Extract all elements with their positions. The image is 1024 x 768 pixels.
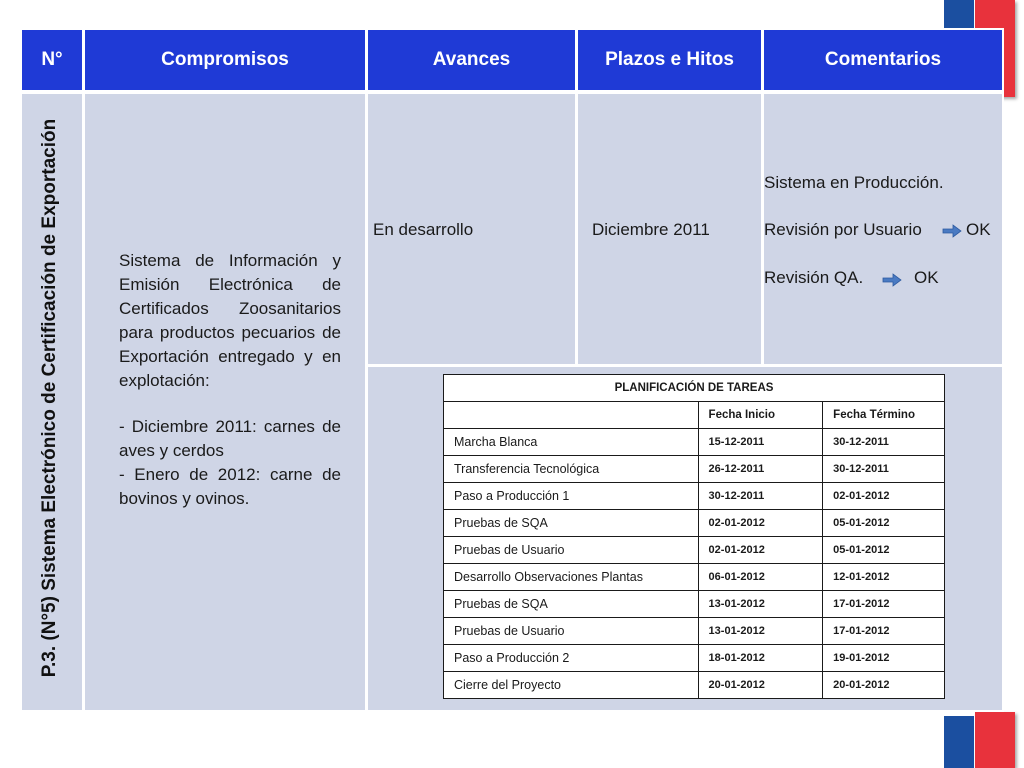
arrow-right-icon [882, 273, 902, 287]
fecha-termino: 20-01-2012 [823, 672, 945, 699]
fecha-inicio: 26-12-2011 [698, 456, 823, 483]
fecha-inicio: 13-01-2012 [698, 591, 823, 618]
fecha-inicio: 02-01-2012 [698, 537, 823, 564]
planning-header-termino: Fecha Término [823, 402, 945, 429]
compromiso-text [119, 249, 341, 511]
table-row [444, 618, 945, 645]
planning-title: PLANIFICACIÓN DE TAREAS [444, 375, 945, 402]
corner-decoration-blue-bottom [944, 716, 974, 768]
table-row [444, 645, 945, 672]
task-name: Paso a Producción 2 [444, 645, 699, 672]
task-name: Desarrollo Observaciones Plantas [444, 564, 699, 591]
fecha-termino: 17-01-2012 [823, 591, 945, 618]
row-number-label: P.3. (N°5) Sistema Electrónico de Certificación de Exportación [39, 118, 60, 678]
comentario-line-3-status: OK [914, 268, 939, 287]
comentario-line-1: Sistema en Producción. [764, 173, 944, 192]
fecha-inicio: 06-01-2012 [698, 564, 823, 591]
compromiso-intro: Sistema de Información y Emisión Electrónica de Certificados Zoosanitarios para productos pecuarios de Exportación entregado y en explotación: [119, 251, 341, 390]
table-row [444, 564, 945, 591]
fecha-termino: 30-12-2011 [823, 456, 945, 483]
header-avances: Avances [368, 30, 575, 90]
table-row [444, 672, 945, 699]
fecha-inicio: 02-01-2012 [698, 510, 823, 537]
task-name: Cierre del Proyecto [444, 672, 699, 699]
table-row [444, 456, 945, 483]
header-num: N° [22, 30, 82, 90]
comentario-line-2: Revisión por Usuario [764, 220, 922, 239]
fecha-inicio: 15-12-2011 [698, 429, 823, 456]
task-name: Marcha Blanca [444, 429, 699, 456]
fecha-termino: 30-12-2011 [823, 429, 945, 456]
comentario-line-2-status: OK [966, 220, 991, 239]
header-compromisos: Compromisos [85, 30, 365, 90]
comentario-line-3: Revisión QA. [764, 268, 864, 287]
table-row [444, 483, 945, 510]
task-name: Transferencia Tecnológica [444, 456, 699, 483]
fecha-termino: 17-01-2012 [823, 618, 945, 645]
row-number-cell [22, 94, 82, 710]
compromiso-item-1: - Diciembre 2011: carnes de aves y cerdos [119, 417, 341, 460]
compromiso-item-2: - Enero de 2012: carne de bovinos y ovinos. [119, 465, 341, 508]
arrow-right-icon [942, 224, 962, 238]
task-name: Paso a Producción 1 [444, 483, 699, 510]
fecha-inicio: 13-01-2012 [698, 618, 823, 645]
fecha-termino: 05-01-2012 [823, 537, 945, 564]
planning-header-inicio: Fecha Inicio [698, 402, 823, 429]
table-row [444, 591, 945, 618]
header-plazos: Plazos e Hitos [578, 30, 761, 90]
task-name: Pruebas de Usuario [444, 618, 699, 645]
fecha-termino: 02-01-2012 [823, 483, 945, 510]
task-name: Pruebas de SQA [444, 510, 699, 537]
corner-decoration-red-bottom [975, 712, 1015, 768]
plazo-text: Diciembre 2011 [592, 220, 710, 239]
planning-header-blank [444, 402, 699, 429]
task-name: Pruebas de Usuario [444, 537, 699, 564]
fecha-termino: 05-01-2012 [823, 510, 945, 537]
avance-text: En desarrollo [373, 220, 474, 239]
header-comentarios: Comentarios [764, 30, 1002, 90]
planning-table [443, 374, 945, 699]
fecha-termino: 12-01-2012 [823, 564, 945, 591]
fecha-inicio: 18-01-2012 [698, 645, 823, 672]
fecha-inicio: 20-01-2012 [698, 672, 823, 699]
table-row [444, 537, 945, 564]
fecha-inicio: 30-12-2011 [698, 483, 823, 510]
table-row [444, 510, 945, 537]
fecha-termino: 19-01-2012 [823, 645, 945, 672]
task-name: Pruebas de SQA [444, 591, 699, 618]
table-row [444, 429, 945, 456]
